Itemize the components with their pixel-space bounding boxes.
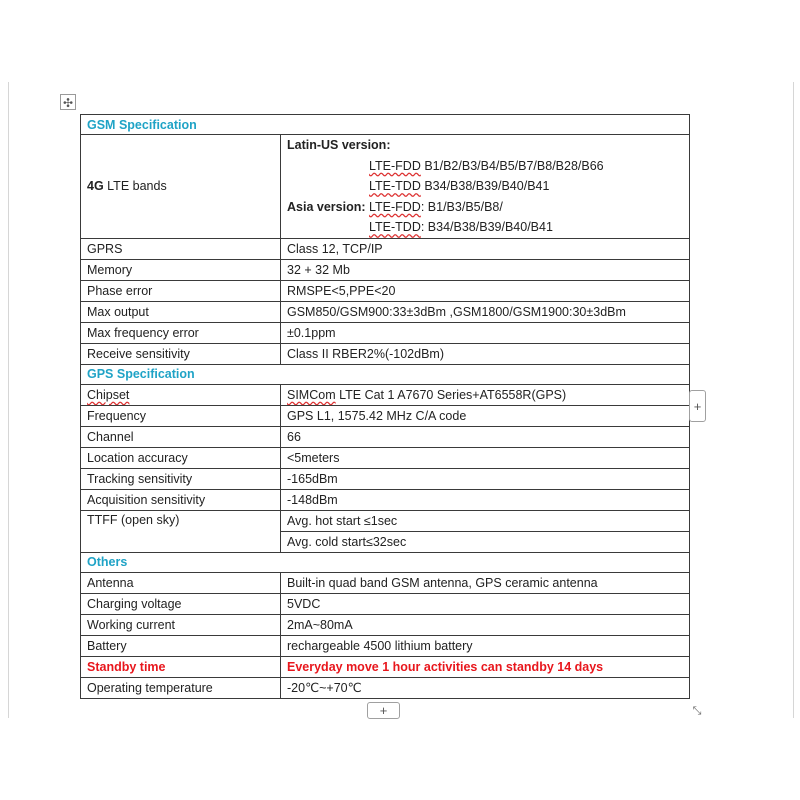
cell-label[interactable]: Operating temperature xyxy=(81,677,281,698)
cell-value[interactable]: RMSPE<5,PPE<20 xyxy=(281,280,690,301)
section-row-gsm xyxy=(81,115,690,135)
section-title-others[interactable]: Others xyxy=(81,552,690,572)
table-row xyxy=(81,343,690,364)
table-row-ttff xyxy=(81,510,690,531)
table-row xyxy=(81,405,690,426)
spec-table xyxy=(80,114,690,699)
table-row xyxy=(81,322,690,343)
table-row xyxy=(81,593,690,614)
cell-label[interactable]: Antenna xyxy=(81,572,281,593)
cell-value-ttff-cold[interactable]: Avg. cold start≤32sec xyxy=(281,531,690,552)
table-row xyxy=(81,259,690,280)
cell-value[interactable]: GPS L1, 1575.42 MHz C/A code xyxy=(281,405,690,426)
table-row xyxy=(81,301,690,322)
table-row xyxy=(81,489,690,510)
cell-value[interactable]: <5meters xyxy=(281,447,690,468)
table-row-temperature xyxy=(81,677,690,698)
cell-value[interactable]: 2mA~80mA xyxy=(281,614,690,635)
table-row xyxy=(81,635,690,656)
cell-label[interactable]: GPRS xyxy=(81,238,281,259)
cell-value[interactable]: -148dBm xyxy=(281,489,690,510)
cell-value[interactable]: -20℃~+70℃ xyxy=(281,677,690,698)
table-row-lte xyxy=(81,135,690,239)
add-column-button[interactable]: + xyxy=(689,390,706,422)
table-row xyxy=(81,572,690,593)
cell-value[interactable]: SIMCom LTE Cat 1 A7670 Series+AT6558R(GPS) xyxy=(281,384,690,405)
cell-value[interactable]: GSM850/GSM900:33±3dBm ,GSM1800/GSM1900:30±3dBm xyxy=(281,301,690,322)
section-row-others xyxy=(81,552,690,572)
cell-label[interactable]: Battery xyxy=(81,635,281,656)
add-row-button[interactable]: + xyxy=(367,702,400,719)
cell-label-standby[interactable]: Standby time xyxy=(81,656,281,677)
cell-label[interactable]: Max output xyxy=(81,301,281,322)
cell-label[interactable]: Phase error xyxy=(81,280,281,301)
table-move-handle-icon[interactable]: ✣ xyxy=(60,94,76,110)
table-row xyxy=(81,614,690,635)
cell-label-lte[interactable]: 4G LTE bands xyxy=(81,135,281,239)
cell-value-lte[interactable]: Latin-US version: LTE-FDD B1/B2/B3/B4/B5/B7/B8/B28/B66 LTE-TDD B34/B38/B39/B40/B41 Asia version: LTE-FDD: B1/B3/B5/B8/ LTE-TDD: B34/B38/B39/B40/B41 xyxy=(281,135,690,239)
table-resize-handle-icon[interactable]: ⤡ xyxy=(692,705,702,717)
cell-value[interactable]: Class 12, TCP/IP xyxy=(281,238,690,259)
cell-label-ttff[interactable]: TTFF (open sky) xyxy=(81,510,281,552)
cell-label[interactable]: Charging voltage xyxy=(81,593,281,614)
cell-label[interactable]: Frequency xyxy=(81,405,281,426)
cell-label[interactable]: Location accuracy xyxy=(81,447,281,468)
table-row xyxy=(81,447,690,468)
cell-value-ttff-hot[interactable]: Avg. hot start ≤1sec xyxy=(281,510,690,531)
cell-label[interactable]: Channel xyxy=(81,426,281,447)
cell-label[interactable]: Acquisition sensitivity xyxy=(81,489,281,510)
cell-value[interactable]: ±0.1ppm xyxy=(281,322,690,343)
cell-value[interactable]: Built-in quad band GSM antenna, GPS ceramic antenna xyxy=(281,572,690,593)
table-row xyxy=(81,426,690,447)
cell-value-standby[interactable]: Everyday move 1 hour activities can standby 14 days xyxy=(281,656,690,677)
cell-label[interactable]: Working current xyxy=(81,614,281,635)
table-row xyxy=(81,468,690,489)
cell-label[interactable]: Tracking sensitivity xyxy=(81,468,281,489)
table-row-chipset xyxy=(81,384,690,405)
cell-value[interactable]: 5VDC xyxy=(281,593,690,614)
cell-value[interactable]: rechargeable 4500 lithium battery xyxy=(281,635,690,656)
section-title-gps[interactable]: GPS Specification xyxy=(81,364,690,384)
cell-label[interactable]: Max frequency error xyxy=(81,322,281,343)
table-row xyxy=(81,280,690,301)
table-row-standby xyxy=(81,656,690,677)
cell-value[interactable]: 32 + 32 Mb xyxy=(281,259,690,280)
cell-value[interactable]: -165dBm xyxy=(281,468,690,489)
section-title-gsm[interactable]: GSM Specification xyxy=(81,115,690,135)
cell-label[interactable]: Chipset xyxy=(81,384,281,405)
cell-value[interactable]: Class II RBER2%(-102dBm) xyxy=(281,343,690,364)
table-row xyxy=(81,238,690,259)
cell-value[interactable]: 66 xyxy=(281,426,690,447)
section-row-gps xyxy=(81,364,690,384)
cell-label[interactable]: Receive sensitivity xyxy=(81,343,281,364)
cell-label[interactable]: Memory xyxy=(81,259,281,280)
